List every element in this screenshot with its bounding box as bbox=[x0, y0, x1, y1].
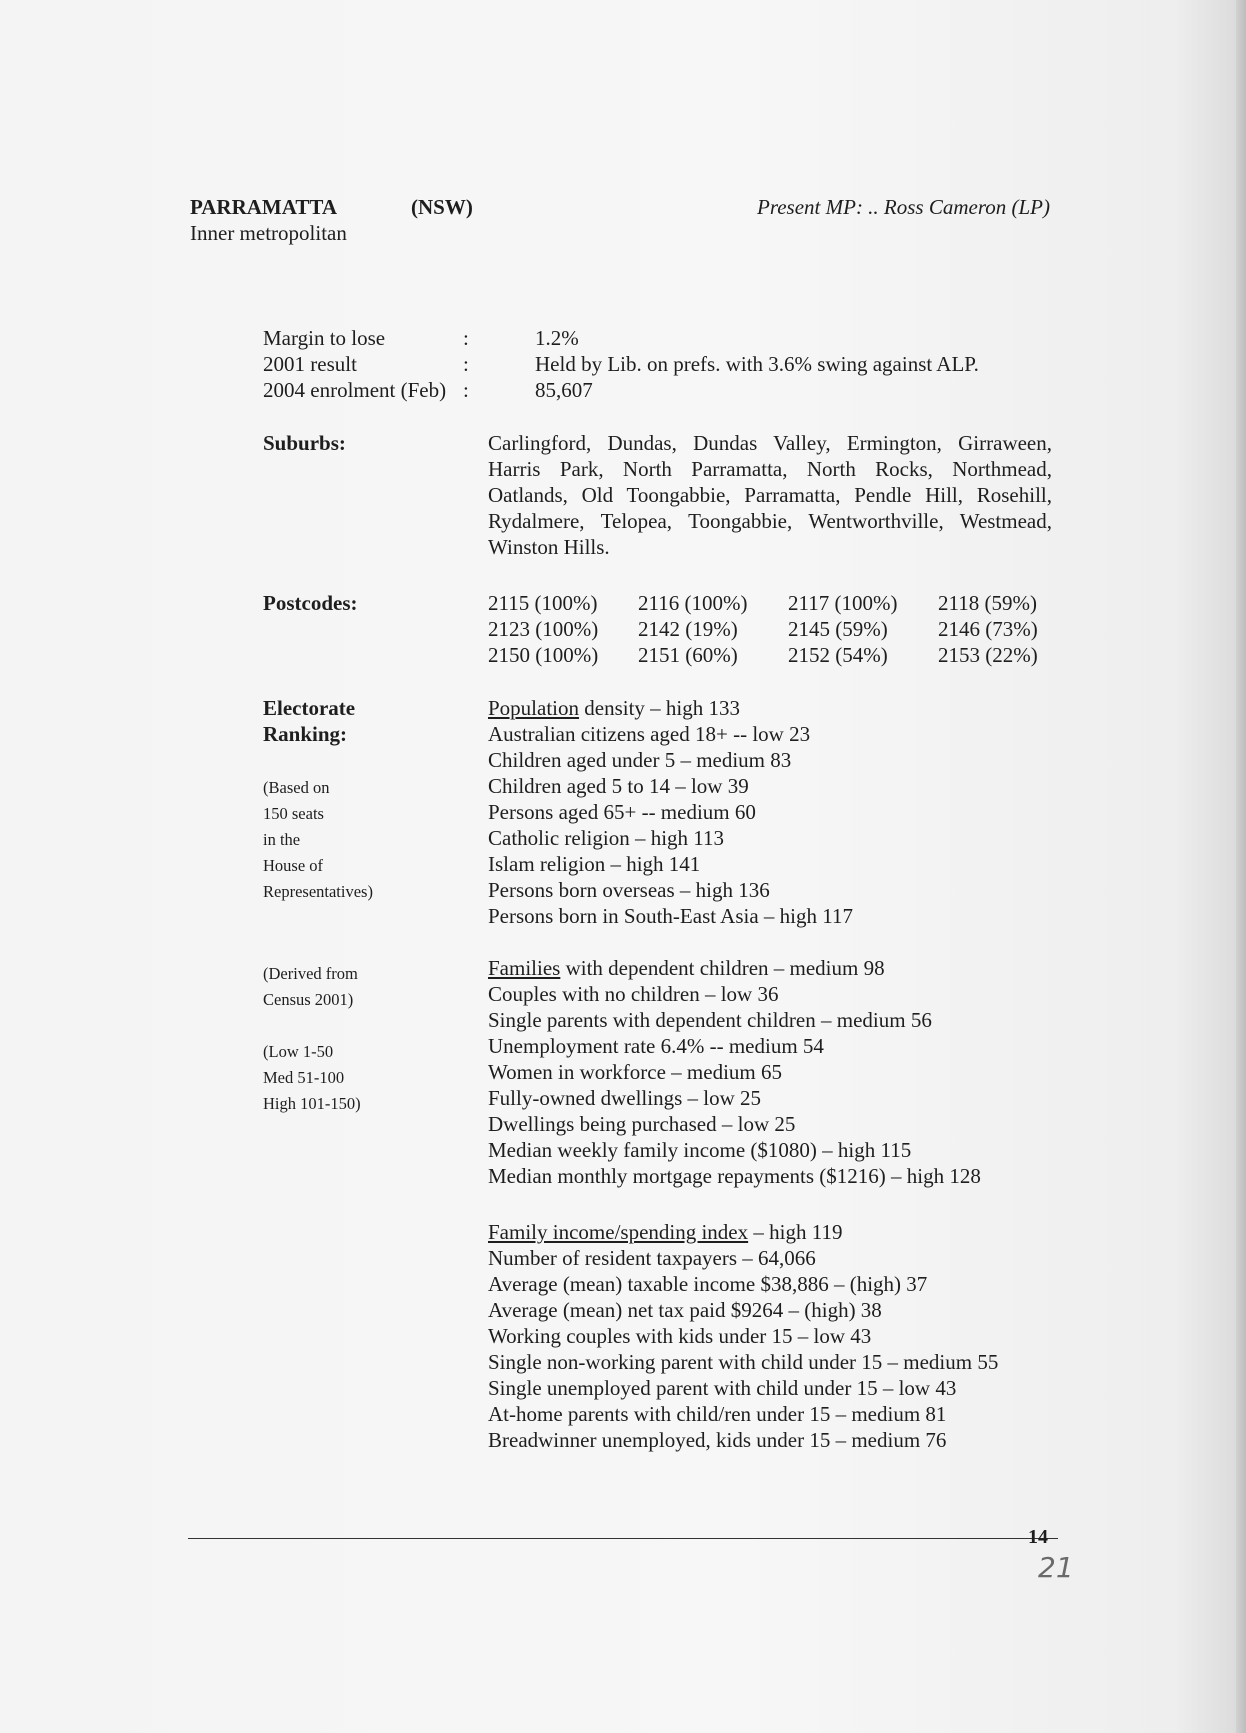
note-line: (Derived from bbox=[263, 964, 358, 983]
postcode-cell: 2152 (54%) bbox=[788, 643, 888, 667]
ranking-item: Working couples with kids under 15 – low 43 bbox=[488, 1324, 872, 1348]
electorate-name: PARRAMATTA bbox=[190, 195, 337, 219]
ranking-group-families bbox=[488, 955, 981, 1189]
summary-row bbox=[263, 377, 979, 403]
ranking-item: Average (mean) net tax paid $9264 – (high) 38 bbox=[488, 1298, 882, 1322]
postcode-cell: 2151 (60%) bbox=[638, 643, 738, 667]
ranking-source-note bbox=[263, 961, 358, 1013]
ranking-item: Unemployment rate 6.4% -- medium 54 bbox=[488, 1034, 824, 1058]
ranking-item: Single non-working parent with child under 15 – medium 55 bbox=[488, 1350, 999, 1374]
ranking-label bbox=[263, 695, 355, 747]
postcode-cell: 2117 (100%) bbox=[788, 591, 898, 615]
postcode-cell: 2115 (100%) bbox=[488, 591, 598, 615]
postcode-cell: 2150 (100%) bbox=[488, 643, 599, 667]
ranking-item: Families with dependent children – medium 98 bbox=[488, 956, 885, 980]
electorate-state: (NSW) bbox=[411, 195, 473, 219]
ranking-group-income bbox=[488, 1219, 998, 1453]
ranking-item: Median monthly mortgage repayments ($1216) – high 128 bbox=[488, 1164, 981, 1188]
ranking-group-population bbox=[488, 695, 853, 929]
ranking-item: Persons born in South-East Asia – high 117 bbox=[488, 904, 853, 928]
summary-colon: : bbox=[463, 352, 469, 376]
ranking-item: Family income/spending index – high 119 bbox=[488, 1220, 843, 1244]
electorate-type: Inner metropolitan bbox=[190, 221, 347, 245]
postcode-cell: 2118 (59%) bbox=[938, 591, 1037, 615]
footer-rule bbox=[188, 1538, 1058, 1539]
ranking-item: Islam religion – high 141 bbox=[488, 852, 701, 876]
note-line: (Low 1-50 bbox=[263, 1042, 334, 1061]
postcode-row bbox=[488, 590, 1088, 616]
ranking-item: Persons aged 65+ -- medium 60 bbox=[488, 800, 756, 824]
handwritten-page-number: 21 bbox=[1038, 1551, 1074, 1584]
summary-label: 2004 enrolment (Feb) bbox=[263, 378, 447, 402]
ranking-label-line: Ranking: bbox=[263, 722, 348, 746]
summary-value: Held by Lib. on prefs. with 3.6% swing against ALP. bbox=[535, 352, 979, 376]
ranking-item: Children aged under 5 – medium 83 bbox=[488, 748, 792, 772]
postcode-cell: 2142 (19%) bbox=[638, 617, 738, 641]
ranking-item: Women in workforce – medium 65 bbox=[488, 1060, 782, 1084]
ranking-item: Children aged 5 to 14 – low 39 bbox=[488, 774, 749, 798]
page-edge-shadow bbox=[1236, 0, 1246, 1733]
ranking-item: Couples with no children – low 36 bbox=[488, 982, 779, 1006]
note-line: in the bbox=[263, 830, 301, 849]
note-line: (Based on bbox=[263, 778, 330, 797]
ranking-item: At-home parents with child/ren under 15 – medium 81 bbox=[488, 1402, 947, 1426]
present-mp: Present MP: .. Ross Cameron (LP) bbox=[757, 195, 1050, 219]
postcodes-grid bbox=[488, 590, 1088, 668]
ranking-item: Catholic religion – high 113 bbox=[488, 826, 725, 850]
postcode-row bbox=[488, 616, 1088, 642]
note-line: House of bbox=[263, 856, 324, 875]
note-line: 150 seats bbox=[263, 804, 324, 823]
summary-colon: : bbox=[463, 326, 469, 350]
summary-value: 85,607 bbox=[535, 378, 593, 402]
note-line: Representatives) bbox=[263, 882, 373, 901]
ranking-item: Dwellings being purchased – low 25 bbox=[488, 1112, 796, 1136]
ranking-item: Single unemployed parent with child under 15 – low 43 bbox=[488, 1376, 957, 1400]
postcode-row bbox=[488, 642, 1088, 668]
ranking-basis-note bbox=[263, 775, 373, 905]
ranking-label-line: Electorate bbox=[263, 696, 356, 720]
page-number: 14 bbox=[1028, 1526, 1048, 1548]
postcode-cell: 2153 (22%) bbox=[938, 643, 1038, 667]
ranking-item: Fully-owned dwellings – low 25 bbox=[488, 1086, 761, 1110]
ranking-item: Single parents with dependent children – medium 56 bbox=[488, 1008, 932, 1032]
summary-row bbox=[263, 351, 979, 377]
summary-colon: : bbox=[463, 378, 469, 402]
summary-label: 2001 result bbox=[263, 352, 357, 376]
note-line: Med 51-100 bbox=[263, 1068, 345, 1087]
ranking-item: Average (mean) taxable income $38,886 – (high) 37 bbox=[488, 1272, 928, 1296]
postcode-cell: 2146 (73%) bbox=[938, 617, 1038, 641]
ranking-item: Breadwinner unemployed, kids under 15 – medium 76 bbox=[488, 1428, 947, 1452]
ranking-item: Persons born overseas – high 136 bbox=[488, 878, 770, 902]
suburbs-label: Suburbs: bbox=[263, 431, 346, 455]
suburbs-text: Carlingford, Dundas, Dundas Valley, Ermington, Girraween, Harris Park, North Parramatta, North Rocks, Northmead, Oatlands, Old Toongabbie, Parramatta, Pendle Hill, Rosehill, Rydalmere, Telopea, Toongabbie, Wentworthville, Westmead, Winston Hills. bbox=[488, 431, 1052, 559]
postcode-cell: 2145 (59%) bbox=[788, 617, 888, 641]
summary-row bbox=[263, 325, 979, 351]
ranking-item: Australian citizens aged 18+ -- low 23 bbox=[488, 722, 811, 746]
ranking-item: Number of resident taxpayers – 64,066 bbox=[488, 1246, 816, 1270]
note-line: Census 2001) bbox=[263, 990, 354, 1009]
note-line: High 101-150) bbox=[263, 1094, 361, 1113]
ranking-scale-note bbox=[263, 1039, 361, 1117]
summary-block bbox=[263, 325, 979, 403]
postcodes-label: Postcodes: bbox=[263, 591, 358, 615]
summary-value: 1.2% bbox=[535, 326, 579, 350]
summary-label: Margin to lose bbox=[263, 326, 386, 350]
ranking-item: Population density – high 133 bbox=[488, 696, 741, 720]
ranking-item: Median weekly family income ($1080) – high 115 bbox=[488, 1138, 912, 1162]
postcode-cell: 2123 (100%) bbox=[488, 617, 599, 641]
postcode-cell: 2116 (100%) bbox=[638, 591, 748, 615]
